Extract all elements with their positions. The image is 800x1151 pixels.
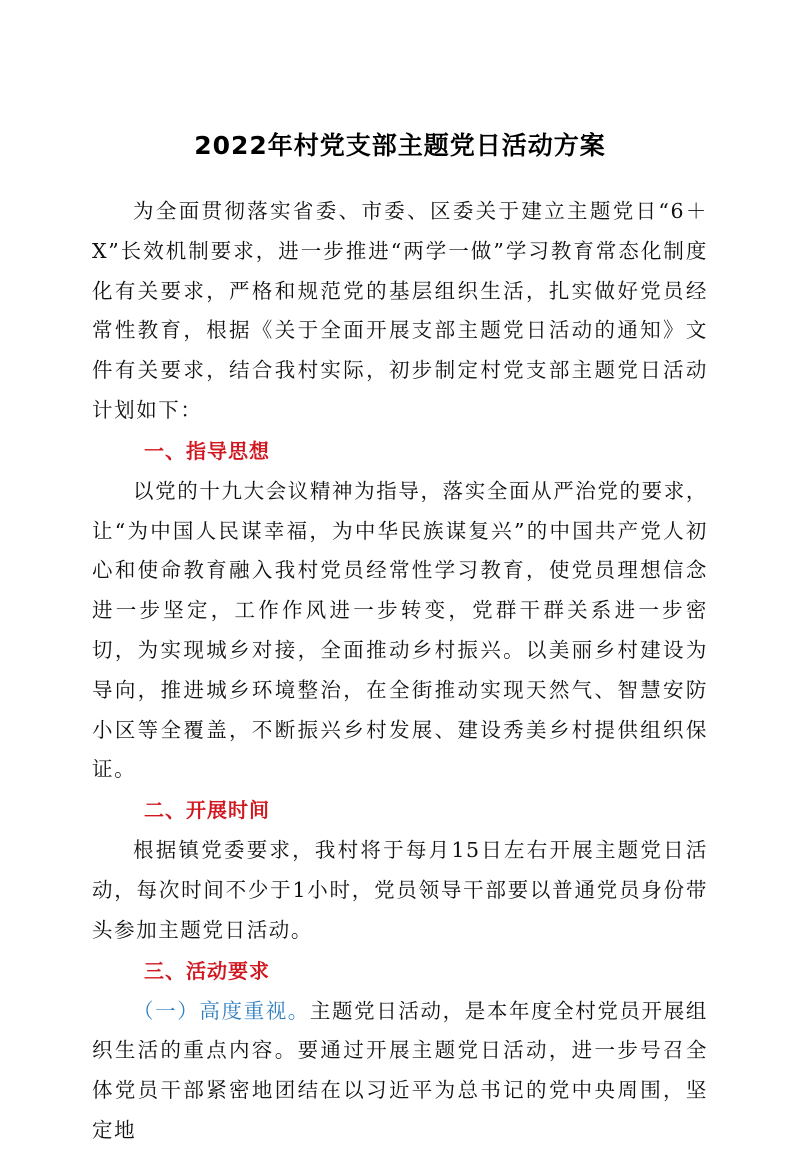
schedule-paragraph: 根据镇党委要求，我村将于每月15日左右开展主题党日活动，每次时间不少于1小时，党员领导干部要以普通党员身份带头参加主题党日活动。	[92, 838, 708, 942]
guiding-ideology-paragraph: 以党的十九大会议精神为指导，落实全面从严治党的要求，让“为中国人民谋幸福，为中华民族谋复兴”的中国共产党人初心和使命教育融入我村党员经常性学习教育，使党员理想信念进一步坚定，工作作风进一步转变，党群干群关系进一步密切，为实现城乡对接，全面推动乡村振兴。以美丽乡村建设为导向，推进城乡环境整治，在全街推动实现天然气、智慧安防小区等全覆盖，不断振兴乡村发展、建设秀美乡村提供组织保证。	[92, 478, 708, 782]
section-heading-guiding-ideology: 一、指导思想	[144, 438, 270, 463]
requirements-paragraph	[92, 992, 708, 1151]
intro-paragraph: 为全面贯彻落实省委、市委、区委关于建立主题党日“6＋X”长效机制要求，进一步推进“两学一做”学习教育常态化制度化有关要求，严格和规范党的基层组织生活，扎实做好党员经常性教育，根据《关于全面开展支部主题党日活动的通知》文件有关要求，结合我村实际，初步制定村党支部主题党日活动计划如下：	[92, 199, 708, 422]
section-heading-requirements: 三、活动要求	[144, 958, 270, 983]
subsection-lead-high-attention: （一）高度重视。	[133, 998, 310, 1023]
subsection-body-high-attention: 主题党日活动，是本年度全村党员开展组织生活的重点内容。要通过开展主题党日活动，进一步号召全体党员干部紧密地团结在以习近平为总书记的党中央周围，坚定地	[92, 998, 708, 1142]
document-title: 2022年村党支部主题党日活动方案	[194, 131, 606, 160]
section-heading-schedule: 二、开展时间	[144, 798, 270, 823]
